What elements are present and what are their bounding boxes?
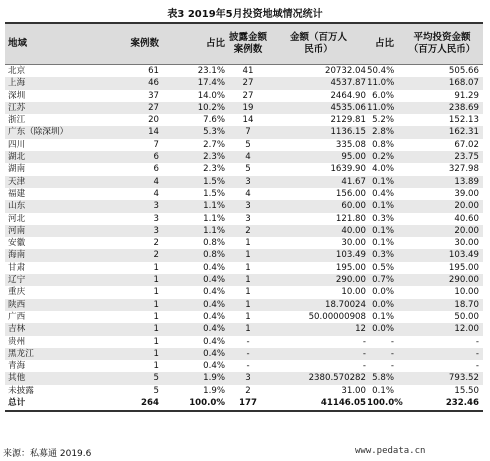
cell-share2: 0.7% [372,275,394,286]
cell-average: - [475,361,479,372]
cell-disclosed-cases: 5 [245,139,251,150]
cell-share1: 1.5% [203,176,225,187]
cell-disclosed-cases: 5 [245,164,251,175]
cell-average: 152.13 [448,115,479,126]
cell-cases: 14 [148,127,159,138]
cell-cases: 1 [153,324,159,335]
cell-share1: 14.0% [197,90,225,101]
table-title: 表3 2019年5月投资地域情况统计 [167,9,323,20]
cell-share1: 0.4% [203,324,225,335]
cell-share2: 0.5% [372,262,394,273]
cell-average: 12.00 [454,324,479,335]
cell-share1: 7.6% [203,115,225,126]
cell-amount: 60.00 [341,201,366,212]
cell-region: 辽宁 [8,275,26,286]
cell-average: 39.00 [454,188,479,199]
table-row [5,311,483,323]
cell-region: 深圳 [8,90,26,101]
table-row [5,372,483,384]
cell-amount: 95.00 [341,152,366,163]
total-average: 232.46 [445,398,479,409]
cell-region: 上海 [8,78,26,89]
table-row [5,299,483,311]
cell-amount: 290.00 [335,275,366,286]
cell-share1: 17.4% [197,78,225,89]
cell-disclosed-cases: 4 [245,188,251,199]
header-disclosed-line2: 案例数 [233,44,263,55]
cell-share1: 0.8% [203,250,225,261]
cell-amount: 12 [355,324,366,335]
cell-share2: 0.3% [372,213,394,224]
table-body [5,65,483,397]
cell-average: 238.69 [448,102,479,113]
cell-cases: 2 [153,250,159,261]
cell-average: 91.29 [454,90,479,101]
table-row [5,114,483,126]
cell-disclosed-cases: 27 [242,90,254,101]
cell-disclosed-cases: 1 [245,250,251,261]
cell-share2: 0.2% [372,152,394,163]
table-row [5,139,483,151]
cell-average: 162.31 [448,127,479,138]
header-average-line2: （百万人民币） [408,44,476,55]
cell-region: 湖北 [8,152,26,163]
header-average-line1: 平均投资金额 [413,32,471,43]
cell-share1: 0.4% [203,348,225,359]
cell-average: 505.66 [448,66,479,76]
cell-average: 290.00 [448,275,479,286]
cell-cases: 3 [153,213,159,224]
cell-amount: - [362,336,366,347]
cell-share2: 0.1% [372,238,394,249]
cell-share2: 0.1% [372,385,394,396]
cell-region: 重庆 [8,287,26,298]
cell-amount: 30.00 [341,238,366,249]
cell-disclosed-cases: 7 [245,127,251,138]
cell-disclosed-cases: 2 [245,385,251,396]
cell-disclosed-cases: 1 [245,311,251,322]
cell-cases: 6 [153,152,159,163]
cell-disclosed-cases: 27 [242,78,254,89]
cell-amount: 2380.570282 [308,373,366,384]
cell-share2: 50.4% [367,66,395,76]
cell-region: 四川 [8,139,26,150]
cell-region: 广东（除深圳） [8,127,69,138]
cell-average: 103.49 [448,250,479,261]
cell-cases: 1 [153,336,159,347]
cell-share1: 2.3% [203,152,225,163]
cell-cases: 4 [153,188,159,199]
cell-region: 河南 [8,225,26,236]
cell-cases: 1 [153,262,159,273]
cell-share1: 0.4% [203,361,225,372]
cell-share2: 0.4% [372,188,394,199]
cell-share2: 2.8% [372,127,394,138]
cell-share2: 0.1% [372,225,394,236]
cell-region: 河北 [8,213,26,224]
cell-amount: 195.00 [335,262,366,273]
cell-disclosed-cases: - [246,348,250,359]
source-note: 来源：私募通 2019.6 [3,449,92,459]
table-row [5,286,483,298]
cell-share2: - [390,348,394,359]
cell-disclosed-cases: 1 [245,299,251,310]
cell-average: 168.07 [448,78,479,89]
header-region: 地域 [8,38,28,49]
cell-cases: 1 [153,361,159,372]
cell-region: 海南 [8,250,26,261]
table-header [5,22,483,65]
cell-share1: 1.9% [203,385,225,396]
cell-region: 湖南 [8,164,26,175]
cell-average: - [475,336,479,347]
total-share1: 100.0% [189,398,225,409]
cell-region: 浙江 [8,115,26,126]
cell-average: 20.00 [454,225,479,236]
cell-share2: 0.0% [372,324,394,335]
cell-average: 18.70 [454,299,479,310]
cell-share1: 10.2% [197,102,225,113]
cell-region: 吉林 [8,324,26,335]
cell-share1: 0.4% [203,287,225,298]
cell-amount: 103.49 [335,250,366,261]
cell-disclosed-cases: - [246,361,250,372]
cell-disclosed-cases: 3 [245,373,251,384]
cell-average: 327.98 [448,164,479,175]
cell-region: 江苏 [8,102,26,113]
cell-disclosed-cases: 1 [245,324,251,335]
cell-amount: 2464.90 [330,90,366,101]
table-row [5,274,483,286]
cell-region: 甘肃 [8,262,26,273]
cell-disclosed-cases: 1 [245,238,251,249]
cell-share2: 0.0% [372,299,394,310]
cell-share2: 5.8% [372,373,394,384]
cell-average: 793.52 [448,373,479,384]
cell-amount: 2129.81 [330,115,366,126]
cell-average: 50.00 [454,311,479,322]
cell-cases: 61 [148,66,159,76]
cell-disclosed-cases: 3 [245,213,251,224]
cell-share2: 11.0% [367,78,395,89]
cell-disclosed-cases: 3 [245,201,251,212]
table-row [5,176,483,188]
cell-disclosed-cases: 3 [245,176,251,187]
header-share2: 占比 [374,38,394,49]
cell-share1: 1.9% [203,373,225,384]
cell-amount: 1639.90 [330,164,366,175]
cell-share2: 0.1% [372,201,394,212]
table-row [5,249,483,261]
cell-average: 40.60 [454,213,479,224]
cell-amount: 31.00 [341,385,366,396]
cell-cases: 3 [153,201,159,212]
cell-region: 黑龙江 [8,348,34,359]
cell-share2: 4.0% [372,164,394,175]
total-amount: 41146.05 [320,398,366,409]
cell-share2: 0.1% [372,311,394,322]
cell-share1: 0.4% [203,299,225,310]
cell-share2: 11.0% [367,102,395,113]
cell-cases: 3 [153,225,159,236]
total-row [5,397,483,412]
cell-cases: 1 [153,299,159,310]
cell-amount: 20732.04 [324,66,366,76]
cell-share1: 0.8% [203,238,225,249]
cell-amount: - [362,348,366,359]
cell-average: 10.00 [454,287,479,298]
cell-amount: 4535.06 [330,102,366,113]
cell-share1: 23.1% [197,66,225,76]
cell-amount: 121.80 [335,213,366,224]
cell-cases: 37 [148,90,159,101]
cell-cases: 6 [153,164,159,175]
cell-amount: 335.08 [335,139,366,150]
cell-disclosed-cases: 14 [242,115,254,126]
table-row [5,348,483,360]
cell-region: 安徽 [8,238,26,249]
cell-share1: 0.4% [203,275,225,286]
table-row [5,360,483,372]
cell-share2: - [390,336,394,347]
cell-average: 195.00 [448,262,479,273]
cell-share2: 0.8% [372,139,394,150]
table-row [5,385,483,397]
cell-region: 青海 [8,361,26,372]
cell-average: 15.50 [454,385,479,396]
cell-amount: 41.67 [341,176,366,187]
cell-share1: 1.5% [203,188,225,199]
cell-disclosed-cases: 1 [245,287,251,298]
cell-share1: 1.1% [203,213,225,224]
header-share1: 占比 [205,38,225,49]
cell-cases: 5 [153,373,159,384]
cell-share1: 5.3% [203,127,225,138]
header-average [405,24,479,64]
cell-cases: 27 [148,102,159,113]
cell-cases: 1 [153,311,159,322]
cell-share2: 0.1% [372,176,394,187]
cell-cases: 5 [153,385,159,396]
cell-share1: 1.1% [203,201,225,212]
cell-region: 未披露 [8,385,34,396]
cell-disclosed-cases: - [246,336,250,347]
cell-share2: 0.0% [372,287,394,298]
cell-average: 30.00 [454,238,479,249]
table-row [5,225,483,237]
cell-cases: 1 [153,348,159,359]
table-row [5,151,483,163]
table-row [5,200,483,212]
cell-amount: 156.00 [335,188,366,199]
investment-region-table [5,22,483,412]
total-share2: 100.0% [367,398,403,409]
cell-region: 山东 [8,201,26,212]
cell-region: 天津 [8,176,26,187]
cell-cases: 4 [153,176,159,187]
cell-cases: 1 [153,275,159,286]
cell-region: 其他 [8,373,26,384]
table-row [5,336,483,348]
cell-amount: 10.00 [341,287,366,298]
cell-share1: 0.4% [203,311,225,322]
header-cases: 案例数 [130,38,159,49]
cell-average: 23.75 [454,152,479,163]
cell-amount: 40.00 [341,225,366,236]
header-amount-line1: 金额（百万人 [289,32,347,43]
cell-share1: 1.1% [203,225,225,236]
header-amount [271,24,366,64]
cell-amount: 18.70024 [324,299,366,310]
table-row [5,90,483,102]
total-region: 总计 [8,398,26,409]
cell-disclosed-cases: 1 [245,262,251,273]
cell-region: 北京 [8,66,26,76]
table-row [5,102,483,114]
table-row [5,213,483,225]
table-row [5,323,483,335]
cell-cases: 20 [148,115,159,126]
cell-average: 13.89 [454,176,479,187]
cell-disclosed-cases: 19 [242,102,254,113]
cell-disclosed-cases: 4 [245,152,251,163]
cell-share2: 6.0% [372,90,394,101]
cell-average: 67.02 [454,139,479,150]
table-row [5,237,483,249]
cell-average: 20.00 [454,201,479,212]
cell-cases: 2 [153,238,159,249]
cell-cases: 1 [153,287,159,298]
header-disclosed-line1: 披露金额 [228,32,267,43]
cell-region: 福建 [8,188,26,199]
cell-cases: 7 [153,139,159,150]
total-disclosed: 177 [239,398,257,409]
cell-cases: 46 [148,78,159,89]
cell-share2: 5.2% [372,115,394,126]
watermark-site: www.pedata.cn [355,446,426,456]
cell-share1: 0.4% [203,262,225,273]
cell-region: 贵州 [8,336,26,347]
header-disclosed-cases [227,24,269,64]
table-row [5,188,483,200]
cell-share1: 2.7% [203,139,225,150]
table-row [5,126,483,138]
cell-share2: - [390,361,394,372]
cell-share1: 2.3% [203,164,225,175]
cell-amount: 50.00000908 [308,311,366,322]
cell-share1: 0.4% [203,336,225,347]
total-cases: 264 [141,398,159,409]
table-row [5,77,483,89]
header-amount-line2: 民币） [304,44,333,55]
cell-region: 陕西 [8,299,26,310]
cell-average: - [475,348,479,359]
cell-share2: 0.3% [372,250,394,261]
table-row [5,65,483,77]
cell-amount: 4537.87 [330,78,366,89]
cell-disclosed-cases: 41 [242,66,254,76]
cell-amount: 1136.15 [330,127,366,138]
cell-disclosed-cases: 1 [245,275,251,286]
cell-amount: - [362,361,366,372]
table-row [5,262,483,274]
cell-disclosed-cases: 2 [245,225,251,236]
cell-region: 广西 [8,311,26,322]
table-row [5,163,483,175]
